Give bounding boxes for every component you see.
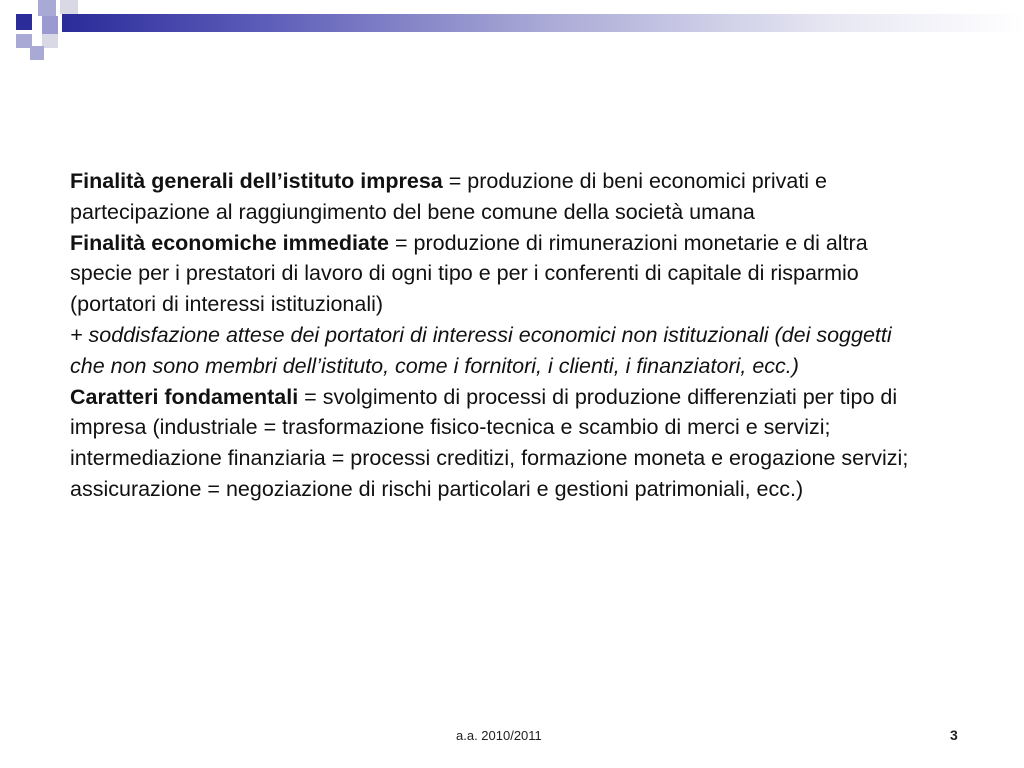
header-square [38,0,56,16]
footer-academic-year: a.a. 2010/2011 [456,728,542,743]
header-square [42,34,58,48]
header-gradient-bar [62,14,1024,32]
paragraph-interessi-non-istituzionali [70,320,930,382]
term-caratteri-fondamentali: Caratteri fondamentali [70,384,299,409]
header-square [16,14,32,30]
slide-body [70,166,930,505]
term-finalita-generali: Finalità generali dell’istituto impresa [70,169,443,193]
paragraph-finalita-generali [70,166,930,228]
header-square [42,16,58,34]
paragraph-finalita-economiche [70,228,930,320]
text-caratteri-fondamentali: = svolgimento di processi di produzione differenziati per tipo di impresa (industriale = trasformazione fisico-tecnica e scambio di merci e servizi; intermediazione finanziaria = processi creditizi, formazione moneta e erogazione servizi; assicurazione = negoziazione di rischi particolari e gestioni patrimoniali, ecc.) [70,384,909,501]
text-finalita-economiche: = produzione di rimunerazioni monetarie e di altra specie per i prestatori di lavoro di ogni tipo e per i conferenti di capitale di risparmio (portatori di interessi istituzionali) [70,230,868,317]
paragraph-caratteri-fondamentali [70,382,930,505]
text-finalita-generali: = produzione di beni economici privati e partecipazione al raggiungimento del bene comune della società umana [70,169,828,224]
header-square [60,0,78,14]
text-interessi-non-istituzionali: + soddisfazione attese dei portatori di interessi economici non istituzionali (dei soggetti che non sono membri dell’istituto, come i fornitori, i clienti, i finanziatori, ecc.) [70,322,892,378]
term-finalita-economiche: Finalità economiche immediate [70,230,390,255]
header-square [30,46,44,60]
page-number: 3 [950,727,958,743]
